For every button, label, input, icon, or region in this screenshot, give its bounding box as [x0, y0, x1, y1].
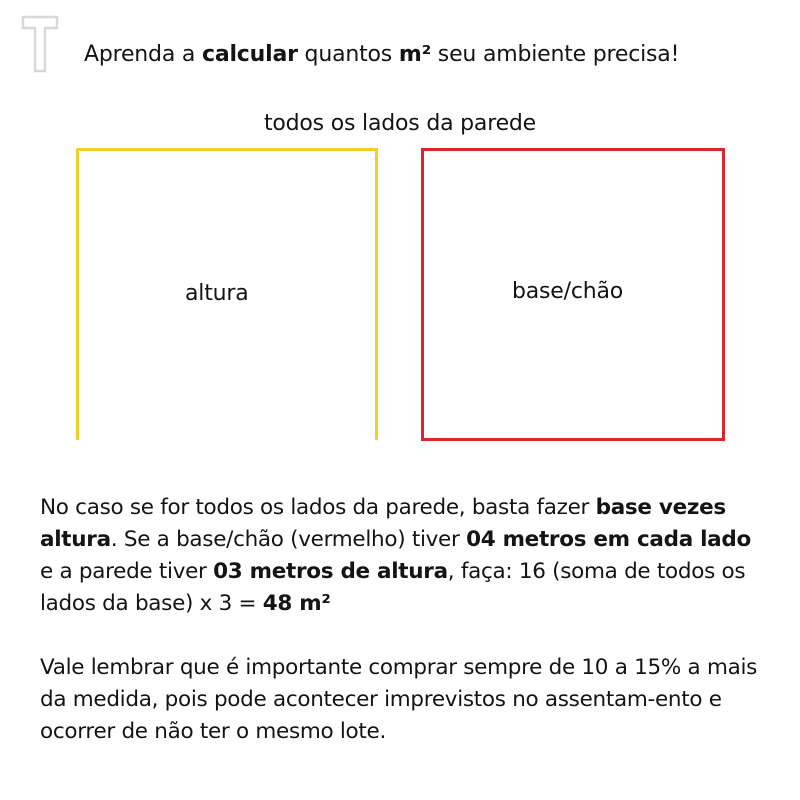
header-bold-m2: m²: [398, 42, 432, 67]
reminder-paragraph: Vale lembrar que é importante comprar sempre de 10 a 15% a mais da medida, pois pode acontecer imprevistos no assentam-ento e ocorrer de não ter o mesmo lote.: [40, 655, 758, 744]
p1-text-3: e a parede tiver: [40, 559, 214, 584]
p1-bold-2: 04 metros em cada lado: [466, 527, 751, 552]
header-title: [84, 42, 679, 67]
p1-bold-4: 48 m²: [262, 591, 331, 616]
p1-bold-1: base vezes altura: [40, 495, 726, 552]
diagram-caption: todos os lados da parede: [263, 111, 537, 136]
t-logo-icon: [20, 14, 60, 74]
header-bold-calcular: calcular: [201, 42, 298, 67]
p1-bold-3: 03 metros de altura: [213, 559, 448, 584]
floor-label: base/chão: [512, 279, 624, 304]
header-text-2: quantos: [297, 42, 399, 67]
p1-text-4: , faça: 16 (soma de todos os lados da base) x 3 =: [40, 559, 746, 616]
header-text-1: Aprenda a: [84, 42, 202, 67]
p1-text-1: No caso se for todos os lados da parede, basta fazer: [40, 495, 596, 520]
wall-label: altura: [185, 281, 249, 306]
explanation-paragraph: [40, 492, 770, 620]
p1-text-2: . Se a base/chão (vermelho) tiver: [110, 527, 467, 552]
header-text-3: seu ambiente precisa!: [431, 42, 680, 67]
